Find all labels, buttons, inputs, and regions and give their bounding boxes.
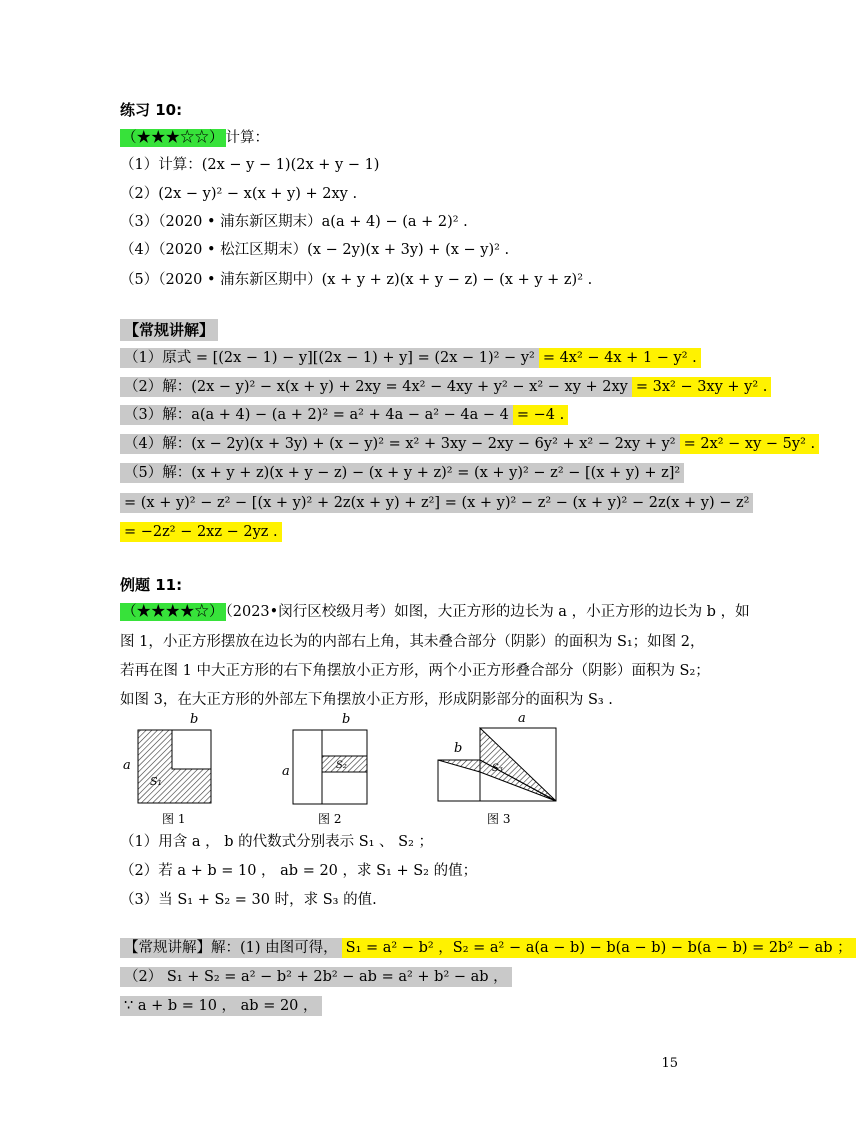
fig2-label-a: a — [282, 764, 290, 779]
figure-3 — [438, 711, 556, 801]
exercise-10-item-3: （3）（2020 • 浦东新区期末）a(a + 4) − (a + 2)² . — [120, 214, 468, 230]
fig1-caption: 图 1 — [162, 812, 186, 826]
example-11-text-1: （★★★★☆） （2023•闵行区校级月考）如图，大正方形的边长为 a ，小正方形的边长为 b ，如 — [122, 604, 750, 620]
solution-11-line-3: ∵ a + b = 10 ， ab = 20 ， — [120, 996, 322, 1016]
solution-10-line-1: （1）原式 = [(2x − 1) − y][(2x − 1) + y] = (2x − 1)² − y² = 4x² − 4x + 1 − y² . — [120, 348, 701, 368]
example-11-question-1: （1）用含 a ， b 的代数式分别表示 S₁ 、 S₂ ； — [120, 834, 434, 850]
difficulty-stars-11: （★★★★☆） — [122, 604, 224, 620]
exercise-10-prompt-row — [120, 128, 269, 148]
solution-10-line-5: （5）解：(x + y + z)(x + y − z) − (x + y + z)² = (x + y)² − z² − [(x + y) + z]² — [120, 463, 684, 483]
exercise-10-prompt: 计算： — [225, 130, 269, 146]
solution-10-header: 【常规讲解】 — [120, 319, 218, 341]
figures-diagram — [120, 705, 580, 830]
exercise-10-title: 练习 10: — [120, 101, 183, 119]
difficulty-stars: （★★★☆☆） — [122, 130, 224, 146]
fig1-small-square — [172, 730, 211, 769]
fig2-caption: 图 2 — [318, 812, 342, 826]
solution-10-line-4: （4）解：(x − 2y)(x + 3y) + (x − y)² = x² + 3xy − 2xy − 6y² + x² − 2xy + y² = 2x² − xy − 5y² . — [120, 434, 819, 454]
example-11-text-2: 图 1，小正方形摆放在边长为的内部右上角，其未叠合部分（阴影）的面积为 S₁；如图 2， — [120, 634, 705, 650]
exercise-10-item-2: （2）(2x − y)² − x(x + y) + 2xy . — [120, 186, 358, 202]
exercise-10-item-4: （4）（2020 • 松江区期末）(x − 2y)(x + 3y) + (x − y)² . — [120, 242, 510, 258]
solution-10-line-2: （2）解：(2x − y)² − x(x + y) + 2xy = 4x² − 4xy + y² − x² − xy + 2xy = 3x² − 3xy + y² . — [120, 377, 771, 397]
fig1-label-s: S₁ — [150, 775, 162, 788]
exercise-10-item-5: （5）（2020 • 浦东新区期中）(x + y + z)(x + y − z) − (x + y + z)² . — [120, 272, 593, 288]
fig3-label-a: a — [518, 711, 526, 726]
example-11-question-3: （3）当 S₁ + S₂ = 30 时，求 S₃ 的值. — [120, 892, 377, 908]
solution-10-header-row — [120, 320, 218, 341]
figure-2 — [282, 712, 367, 804]
fig3-label-s: S₃ — [492, 763, 503, 774]
fig1-label-a: a — [123, 758, 131, 773]
example-11-text-4: 如图 3，在大正方形的外部左下角摆放小正方形，形成阴影部分的面积为 S₃ . — [120, 692, 613, 708]
exercise-10-item-1: （1）计算：(2x − y − 1)(2x + y − 1) — [120, 157, 380, 173]
figure-1 — [123, 712, 211, 803]
fig1-label-b: b — [190, 712, 199, 727]
example-11-title: 例题 11: — [120, 576, 183, 594]
example-11-question-2: （2）若 a + b = 10 ， ab = 20 ，求 S₁ + S₂ 的值； — [120, 863, 478, 879]
solution-11-line-1: 【常规讲解】解：(1) 由图可得， S₁ = a² − b² ，S₂ = a² − a(a − b) − b(a − b) − b(a − b) = 2b² − ab ； — [120, 938, 856, 958]
fig2-label-b: b — [342, 712, 351, 727]
solution-11-line-2: （2） S₁ + S₂ = a² − b² + 2b² − ab = a² + b² − ab ， — [120, 967, 512, 987]
solution-10-line-7: = −2z² − 2xz − 2yz . — [120, 522, 282, 542]
fig2-label-s: S₂ — [336, 760, 347, 771]
fig3-caption: 图 3 — [487, 812, 511, 826]
fig3-label-b: b — [454, 741, 463, 756]
example-11-text-3: 若再在图 1 中大正方形的右下角摆放小正方形，两个小正方形叠合部分（阴影）面积为 S₂； — [120, 663, 710, 679]
page-number: 15 — [661, 1056, 678, 1071]
solution-10-line-6: = (x + y)² − z² − [(x + y)² + 2z(x + y) + z²] = (x + y)² − z² − (x + y)² − 2z(x + y) − z² — [120, 493, 753, 513]
solution-10-line-3: （3）解：a(a + 4) − (a + 2)² = a² + 4a − a² − 4a − 4 = −4 . — [120, 405, 568, 425]
